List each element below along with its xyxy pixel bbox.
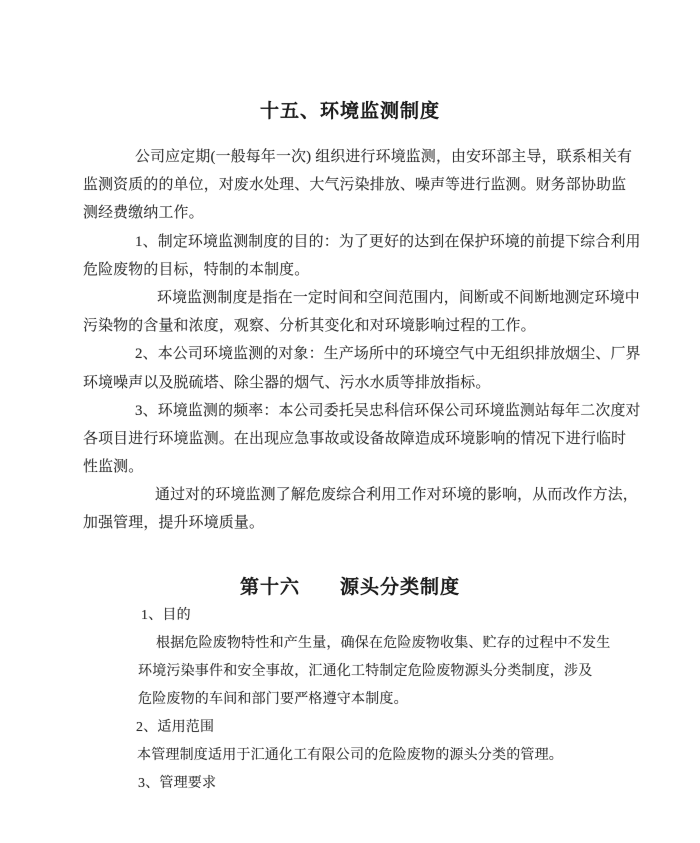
- text-line: 环境污染事件和安全事故，汇通化工特制定危险废物源头分类制度，涉及: [138, 664, 593, 679]
- text-line: 监测资质的的单位，对废水处理、大气污染排放、噪声等进行监测。财务部协助监: [83, 177, 627, 194]
- text-line: 2、本公司环境监测的对象：生产场所中的环境空气中无组织排放烟尘、厂界: [135, 346, 641, 363]
- text-line: 危险废物的目标，特制的本制度。: [83, 261, 310, 278]
- section-16-body: [136, 602, 676, 798]
- text-line: 污染物的含量和浓度，观察、分析其变化和对环境影响过程的工作。: [83, 318, 536, 335]
- text-line: 1、制定环境监测制度的目的：为了更好的达到在保护环境的前提下综合利用: [135, 233, 641, 250]
- text-line: 3、环境监测的频率：本公司委托吴忠科信环保公司环境监测站每年二次度对: [135, 402, 641, 419]
- text-line: 通过对的环境监测了解危废综合利用工作对环境的影响，从而改作方法，: [155, 487, 638, 504]
- text-line: 加强管理，提升环境质量。: [83, 515, 265, 532]
- text-line: 危险废物的车间和部门要严格遵守本制度。: [138, 692, 408, 707]
- section-15-title: 十五、环境监测制度: [259, 101, 440, 122]
- text-line: 环境监测制度是指在一定时间和空间范围内，间断或不间断地测定环境中: [157, 289, 640, 306]
- text-line: 2、适用范围: [136, 720, 215, 735]
- text-line: 根据危险废物特性和产生量，确保在危险废物收集、贮存的过程中不发生: [156, 636, 611, 651]
- text-line: 3、管理要求: [138, 776, 217, 791]
- text-line: 公司应定期(一般每年一次) 组织进行环境监测，由安环部主导，联系相关有: [135, 149, 633, 165]
- text-line: 1、目的: [141, 608, 191, 623]
- text-line: 各项目进行环境监测。在出现应急事故或设备故障造成环境影响的情况下进行临时: [83, 430, 627, 447]
- text-line: 环境噪声以及脱硫塔、除尘器的烟气、污水水质等排放指标。: [83, 374, 491, 391]
- text-line: 性监测。: [83, 459, 144, 476]
- section-15-body: [83, 143, 663, 538]
- text-line: 测经费缴纳工作。: [83, 205, 204, 222]
- section-16-title: 第十六 源头分类制度: [239, 577, 460, 598]
- text-line: 本管理制度适用于汇通化工有限公司的危险废物的源头分类的管理。: [137, 748, 563, 763]
